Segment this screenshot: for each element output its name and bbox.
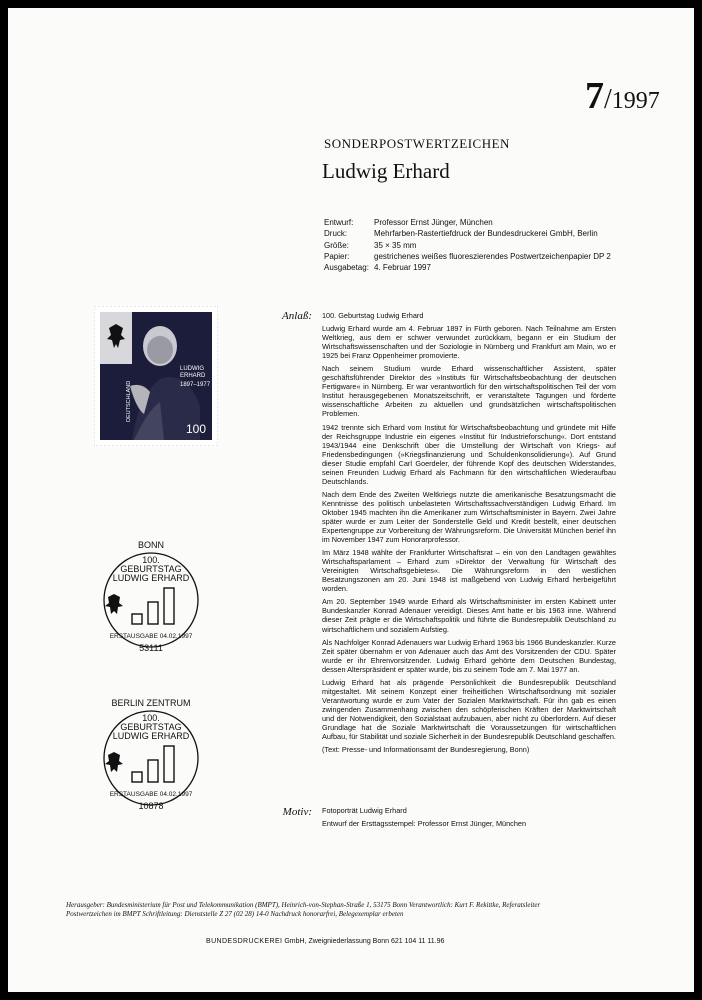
footer-line: Postwertzeichen im BMPT Schriftleitung: Dienststelle Z 27 (02 28) 14-0 Nachdruck honorarfrei, Belegexemplar erbeten [66,910,404,918]
motiv-text [322,806,622,832]
stamp-value: 100 [186,422,207,436]
postmark-date: ERSTAUSGABE 04.02.1997 [109,791,193,798]
printer-info: GmbH, Zweigniederlassung Bonn 621 104 11 11.96 [282,938,445,945]
issue-number [585,74,660,118]
bar-chart-icon [132,588,174,624]
spec-row [324,240,611,251]
eagle-icon [105,752,123,772]
paragraph: Im März 1948 wählte der Frankfurter Wirtschaftsrat – ein von den Landtagen gewähltes Wirtschaftsparlament – Erhard zum »Direktor der Verwaltung für Wirtschaft des Vereinigten Wirtschaftsgebietes«. Die Währungsreform in den westlichen Besatzungszonen am 20. Juni 1948 ist maßgebend von Ludwig Erhard herbeigeführt worden. [322,548,616,594]
postmark-date: ERSTAUSGABE 04.02.1997 [109,633,193,640]
postmark-city: BERLIN ZENTRUM [111,698,191,708]
motiv-line: Entwurf der Ersttagsstempel: Professor Ernst Jünger, München [322,819,526,828]
footer-printer [206,938,444,945]
paragraph: Am 20. September 1949 wurde Erhard als Wirtschaftsminister im ersten Kabinett unter Bundeskanzler Konrad Adenauer vereidigt. Dieses Amt hatte er bis 1963 inne. Während dieser Zeit prägte er die Wirtschaftspolitik und führte die Bundesrepublik Deutschland zu wirtschaftlichem und sozialem Aufstieg. [322,597,616,634]
postmark-zip: 53111 [139,643,163,653]
spec-key: Entwurf: [324,218,354,227]
stamp-image [94,306,218,446]
spec-row [324,262,611,273]
stamp-country: DEUTSCHLAND [126,380,132,422]
spec-value: Professor Ernst Jünger, München [374,218,493,227]
spec-key: Papier: [324,251,350,261]
printer-brand: BUNDESDRUCKEREI [206,938,283,945]
anlass-text [322,311,616,758]
spec-row [324,228,611,239]
spec-value: gestrichenes weißes fluoreszierendes Postwertzeichenpapier DP 2 [374,251,611,261]
issue-number-value: 7 [585,75,604,117]
paragraph: Ludwig Erhard wurde am 4. Februar 1897 in Fürth geboren. Nach Teilnahme am Ersten Weltkrieg, aus dem er schwer verwundet zurückkam, begann er ein Studium der Wirtschaftswissenschaften und der Soziologie in Nürnberg und Frankfurt am Main, wo er 1925 bei Franz Oppenheimer promovierte. [322,324,616,361]
paragraph: Nach dem Ende des Zweiten Weltkriegs nutzte die amerikanische Besatzungsmacht die Kenntnisse des politisch unbelasteten Wirtschaftssachverständigen Ludwig Erhard. Im Oktober 1945 machten ihn die Amerikaner zum Wirtschaftsminister in Bayern. Zwei Jahre später wurde er zum Leiter der Sonderstelle Geld und Kredit bestellt, einer deutschen Expertengruppe zur Vorbereitung der Währungsreform. Die Universität München berief ihn im November 1947 zum Honorarprofessor. [322,489,616,545]
issue-year: 1997 [611,88,660,114]
anlass-label: Anlaß: [282,310,312,322]
postmark-line2: GEBURTSTAG [120,722,182,732]
motiv-label: Motiv: [282,806,312,818]
spec-row [324,217,611,228]
spec-value: Mehrfarben-Rastertiefdruck der Bundesdruckerei GmbH, Berlin [374,229,598,239]
postmark-line1: 100. [142,555,160,565]
stamp-name-line2: ERHARD [180,373,206,379]
document-sheet [8,8,694,992]
paragraph: Ludwig Erhard hat als prägende Persönlichkeit die Bundesrepublik Deutschland mitgestaltet. Mit seinem Konzept einer freiheitlichen Wirtschaftsordnung mit sozialer Verantwortung wurde er zum Vater der Sozialen Marktwirtschaft. Für ihn gab es einen zwingenden Zusammenhang zwischen den schöpferischen Kräften der Marktwirtschaft und der Notwendigkeit, den Sozialstaat aufzubauen, aber nicht zu überfordern. Auf dieser Grundlage hat die Soziale Marktwirtschaft die Voraussetzungen für wirtschaftlichen Aufbau, für Stabilität und soziale Sicherheit in der Bundesrepublik Deutschland geschaffen. [322,677,616,742]
footer-line: Herausgeber: Bundesministerium für Post und Telekommunikation (BMPT), Heinrich-von-Stephan-Straße 1, 53175 Bonn Verantwortlich: Kurt F. Rekittke, Referatsleiter [66,901,541,909]
postmark-line3: LUDWIG ERHARD [112,731,190,741]
spec-value: 4. Februar 1997 [374,263,431,273]
paragraph: 1942 trennte sich Erhard vom Institut für Wirtschaftsbeobachtung und gründete mit Hilfe der Reichsgruppe Industrie ein eigenes »Institut für Industrieforschung«. Dort entstand 1943/1944 eine Denkschrift über die Umstellung der Wirtschaft von Kriegs- auf Friedensbedingungen (»Kriegsfinanzierung und Schuldenkonsolidierung«). Auf Grund dieser Studie empfahl Carl Goerdeler, der führende Kopf des deutschen Widerstandes, seinen Freunden Ludwig Erhard als Fachmann für den wirtschaftlichen Wiederaufbau Deutschlands. [322,422,616,486]
spec-row [324,251,611,262]
spec-key: Größe: [324,240,349,250]
spec-key: Druck: [324,229,348,239]
text-source: (Text: Presse- und Informationsamt der Bundesregierung, Bonn) [322,745,530,755]
specs-table [324,217,611,273]
stamp-name-line1: LUDWIG [180,366,204,372]
issue-slash: / [604,84,612,115]
postmark-berlin [96,688,206,838]
spec-key: Ausgabetag: [324,263,369,273]
motiv-line: Fotoporträt Ludwig Erhard [322,806,407,815]
bar-chart-icon [132,746,174,782]
series-label: SONDERPOSTWERTZEICHEN [324,136,510,151]
postmark-line3: LUDWIG ERHARD [112,573,190,583]
paragraph: Als Nachfolger Konrad Adenauers war Ludwig Erhard 1963 bis 1966 Bundeskanzler. Kurze Zeit später übernahm er von Adenauer auch das Amt des Vorsitzenden der CDU. Später wurde er ihr Ehrenvorsitzender. Ludwig Erhard gehörte dem Deutschen Bundestag, dessen Alterspräsident er später wurde, bis zu seinem Tode am 7. Mai 1977 an. [322,637,616,674]
page-title: Ludwig Erhard [322,159,450,183]
eagle-icon [105,594,123,614]
stamp-years: 1897–1977 [180,382,211,388]
spec-value: 35 × 35 mm [374,240,417,250]
footer-publisher [66,901,646,919]
anlass-heading: 100. Geburtstag Ludwig Erhard [322,311,424,320]
paragraph: Nach seinem Studium wurde Erhard wissenschaftlicher Assistent, später geschäftsführender Direktor des »Instituts für Wirtschaftsbeobachtung der deutschen Fertigware« in Nürnberg. Er war verantwortlich für den wirtschaftspolitischen Teil der vom Institut herausgegebenen Monatszeitschrift, er veranstaltete Tagungen und förderte wissenschaftliche Arbeiten zu aktuellen und grundsätzlichen wirtschaftspolitischen Problemen. [322,364,616,419]
postmark-line2: GEBURTSTAG [120,564,182,574]
postmark-line1: 100. [142,713,160,723]
postmark-zip: 10878 [138,801,164,811]
postmark-bonn [96,530,206,680]
postmark-city: BONN [137,540,165,550]
